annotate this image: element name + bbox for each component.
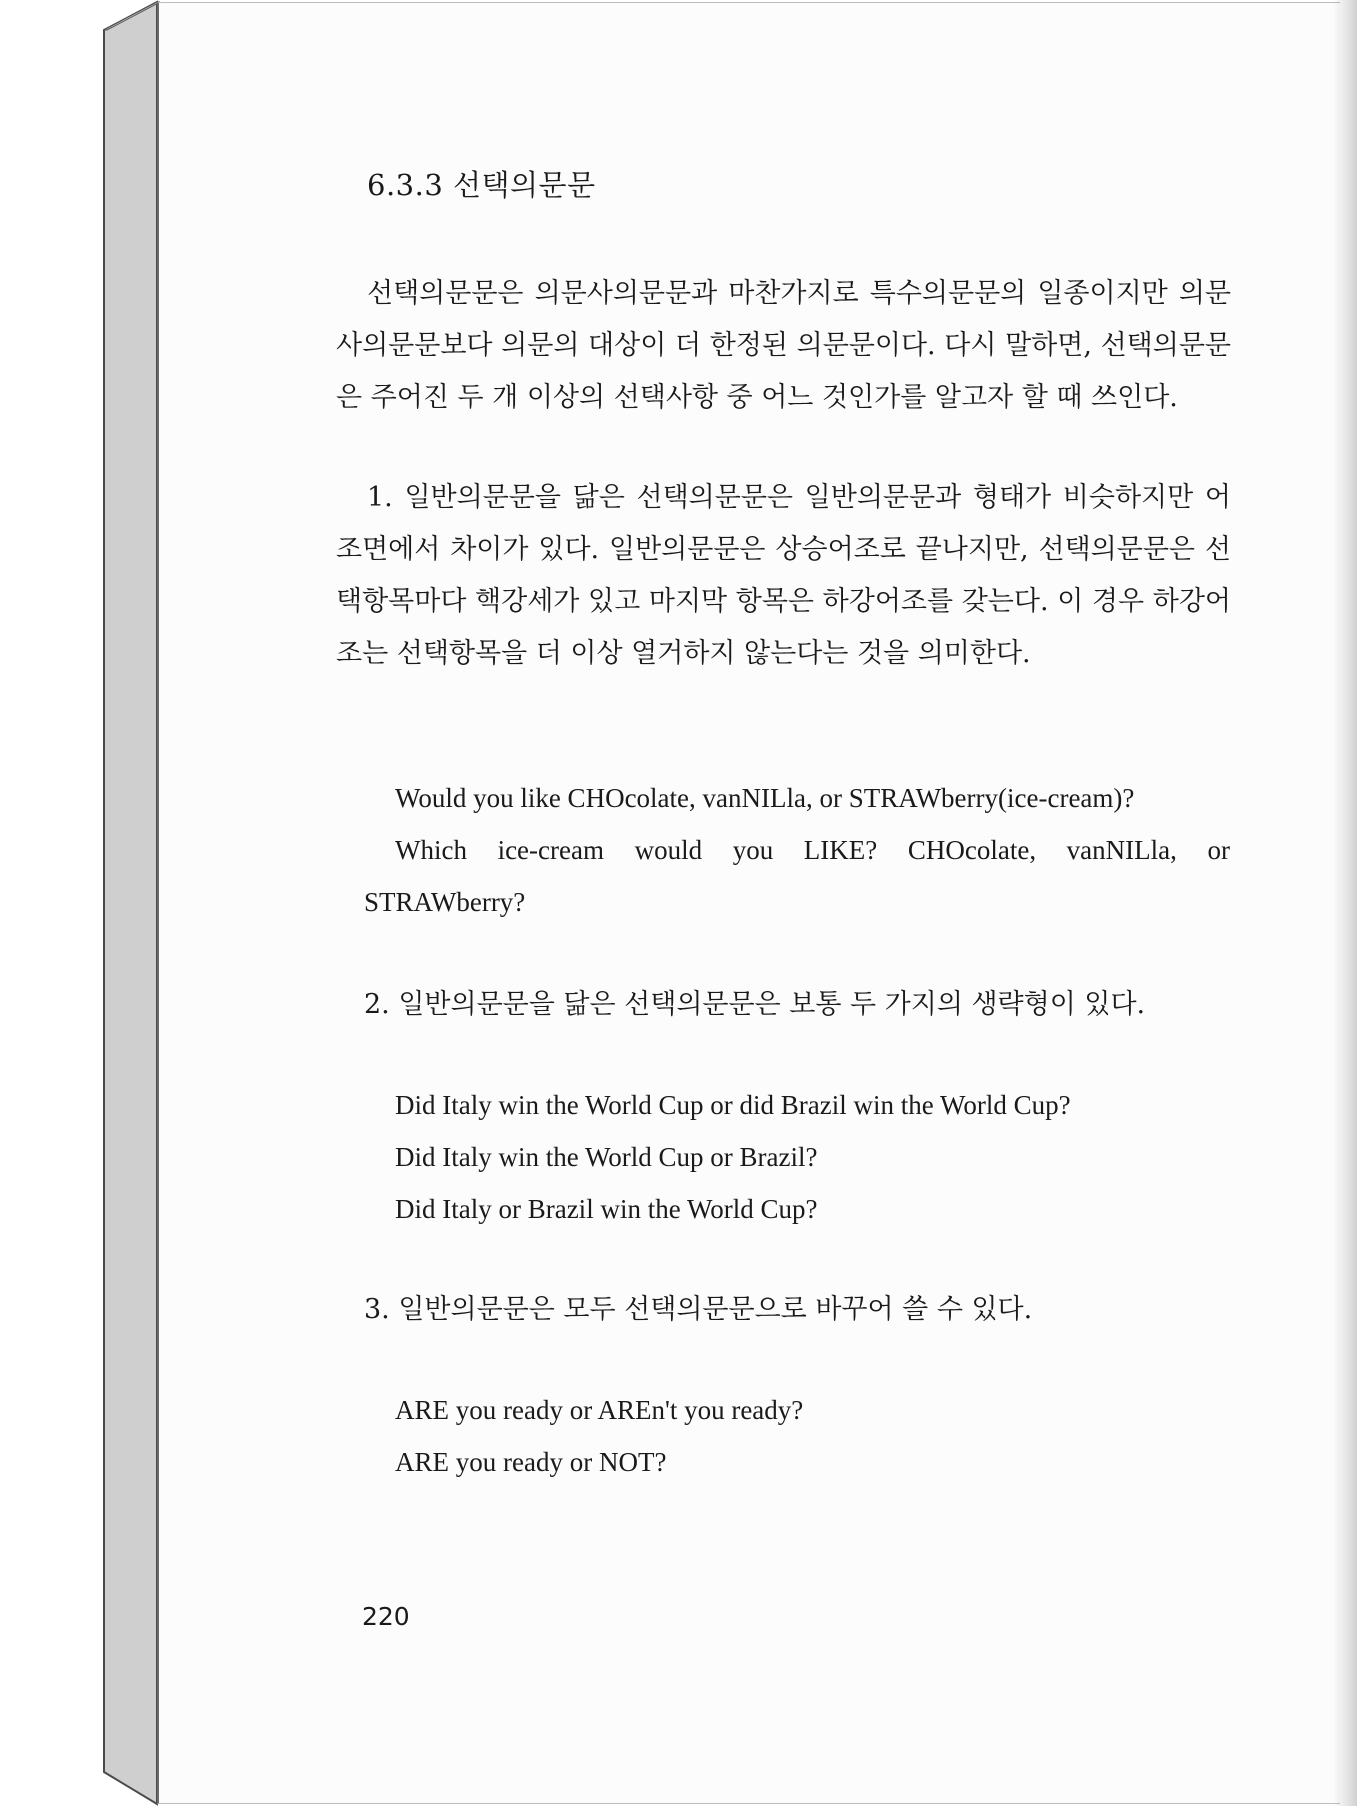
example-line: ARE you ready or AREn't you ready? <box>395 1395 804 1425</box>
paragraph-item-1: 1. 일반의문문을 닮은 선택의문문은 일반의문문과 형태가 비슷하지만 어조면에서 차이가 있다. 일반의문문은 상승어조로 끝나지만, 선택의문문은 선택항목마다 핵강세가 있고 마지막 항목은 하강어조를 갖는다. 이 경우 하강어조는 선택항목을 더 이상 열거하지 않는다는 것을 의미한다. <box>336 482 1231 669</box>
example-line: Did Italy or Brazil win the World Cup? <box>395 1194 818 1224</box>
example-block-1-line2 <box>395 824 1230 876</box>
example-block-1 <box>395 772 1134 824</box>
page-number: 220 <box>362 1602 410 1631</box>
example-block-3 <box>395 1384 803 1488</box>
example-line: Did Italy win the World Cup or did Brazil win the World Cup? <box>395 1090 1071 1120</box>
page-edge-shadow <box>1333 0 1357 1806</box>
paragraph-intro: 선택의문문은 의문사의문문과 마찬가지로 특수의문문의 일종이지만 의문사의문문보다 의문의 대상이 더 한정된 의문문이다. 다시 말하면, 선택의문문은 주어진 두 개 이상의 선택사항 중 어느 것인가를 알고자 할 때 쓰인다. <box>336 278 1231 413</box>
example-line: ARE you ready or NOT? <box>395 1447 667 1477</box>
section-heading: 6.3.3 선택의문문 <box>367 168 596 202</box>
example-line: Did Italy win the World Cup or Brazil? <box>395 1142 818 1172</box>
example-line: Which ice-cream would you LIKE? CHOcolate, vanNILla, or <box>395 835 1230 865</box>
book-spine <box>0 0 170 1806</box>
item-3: 3. 일반의문문은 모두 선택의문문으로 바꾸어 쓸 수 있다. <box>364 1294 1033 1325</box>
example-block-2 <box>395 1079 1071 1235</box>
example-line: Would you like CHOcolate, vanNILla, or STRAWberry(ice-cream)? <box>395 783 1135 813</box>
example-line: STRAWberry? <box>364 887 526 917</box>
item-2: 2. 일반의문문을 닮은 선택의문문은 보통 두 가지의 생략형이 있다. <box>364 989 1146 1020</box>
example-block-1-line3 <box>364 876 525 928</box>
